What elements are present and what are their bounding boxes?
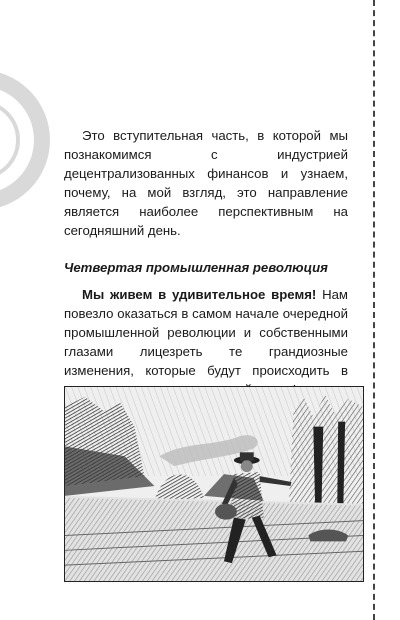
bold-lead: Мы живем в удивительное время! (82, 287, 317, 302)
sower-engraving-illustration (64, 386, 364, 582)
engraving-image (65, 387, 363, 581)
intro-paragraph: Это вступительная часть, в которой мы познакомимся с индустрией децентрализованных финансов и узнаем, почему, на мой взгляд, это направление является наиболее перспективным на сегодняшний день. (64, 128, 348, 238)
body-paragraph-1 (64, 285, 348, 399)
paragraph-text: Нам повезло оказаться в самом начале очередной промышленной революции и собственными глазами лицезреть те грандиозные изменения, которые будут происходить в (64, 287, 349, 378)
page-edge-dashed-line (373, 0, 375, 620)
section-heading: Четвертая промышленная революция (64, 260, 328, 275)
